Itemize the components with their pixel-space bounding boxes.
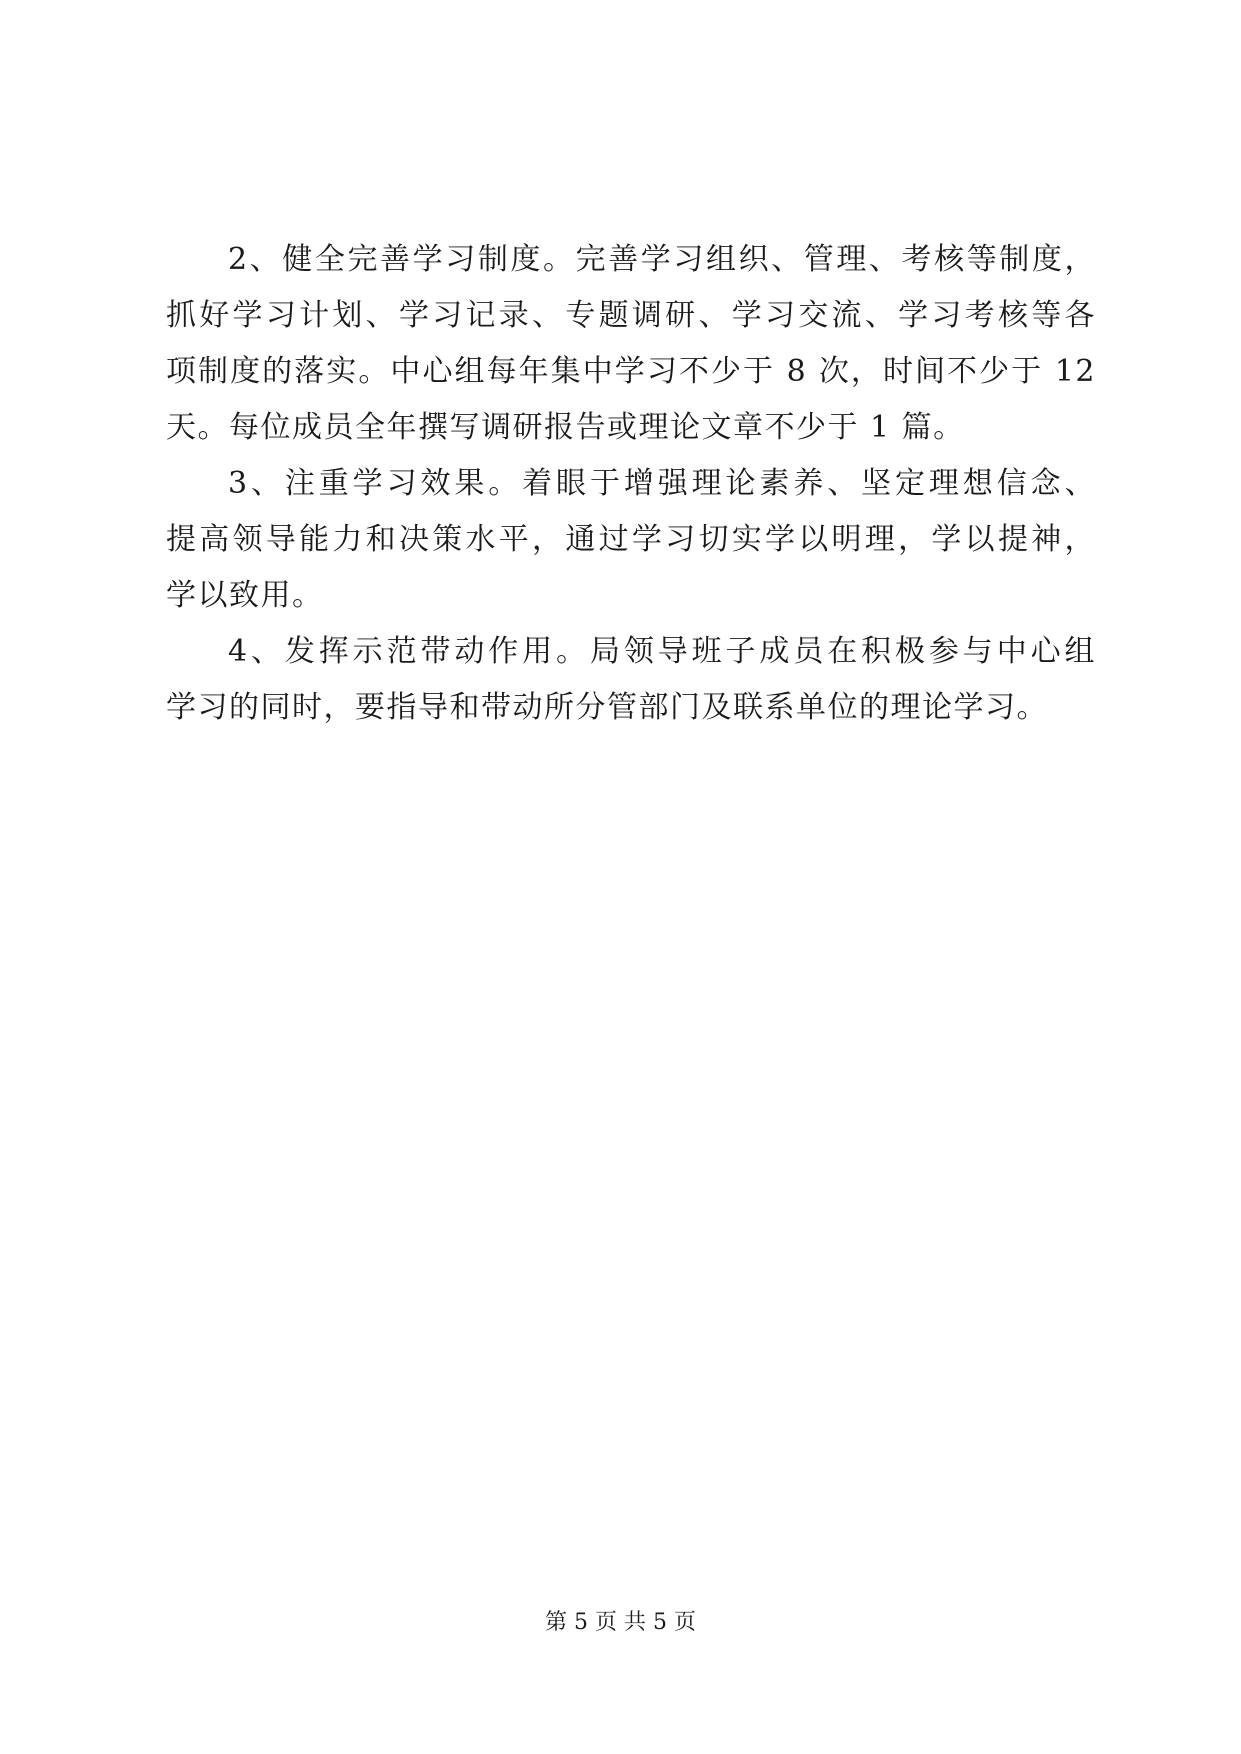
paragraph-line: 学习的同时，要指导和带动所分管部门及联系单位的理论学习。 xyxy=(166,690,1048,725)
paragraph-item-2 xyxy=(166,232,1096,456)
paragraph-line: 4、发挥示范带动作用。局领导班子成员在积极参与中心组 xyxy=(228,634,1096,669)
paragraph-line: 学以致用。 xyxy=(166,578,324,613)
paragraph-item-3 xyxy=(166,456,1096,624)
paragraph-line: 3、注重学习效果。着眼于增强理论素养、坚定理想信念、 xyxy=(228,466,1096,501)
paragraph-line: 2、健全完善学习制度。完善学习组织、管理、考核等制度， xyxy=(228,242,1096,277)
paragraph-line: 天。每位成员全年撰写调研报告或理论文章不少于 1 篇。 xyxy=(166,410,965,445)
paragraph-line: 项制度的落实。中心组每年集中学习不少于 8 次，时间不少于 12 xyxy=(166,354,1096,389)
paragraph-item-4 xyxy=(166,624,1096,736)
page-number-footer: 第 5 页 共 5 页 xyxy=(545,1610,696,1635)
document-body xyxy=(166,232,1096,736)
paragraph-line: 提高领导能力和决策水平，通过学习切实学以明理，学以提神， xyxy=(166,522,1096,557)
paragraph-line: 抓好学习计划、学习记录、专题调研、学习交流、学习考核等各 xyxy=(166,298,1096,333)
